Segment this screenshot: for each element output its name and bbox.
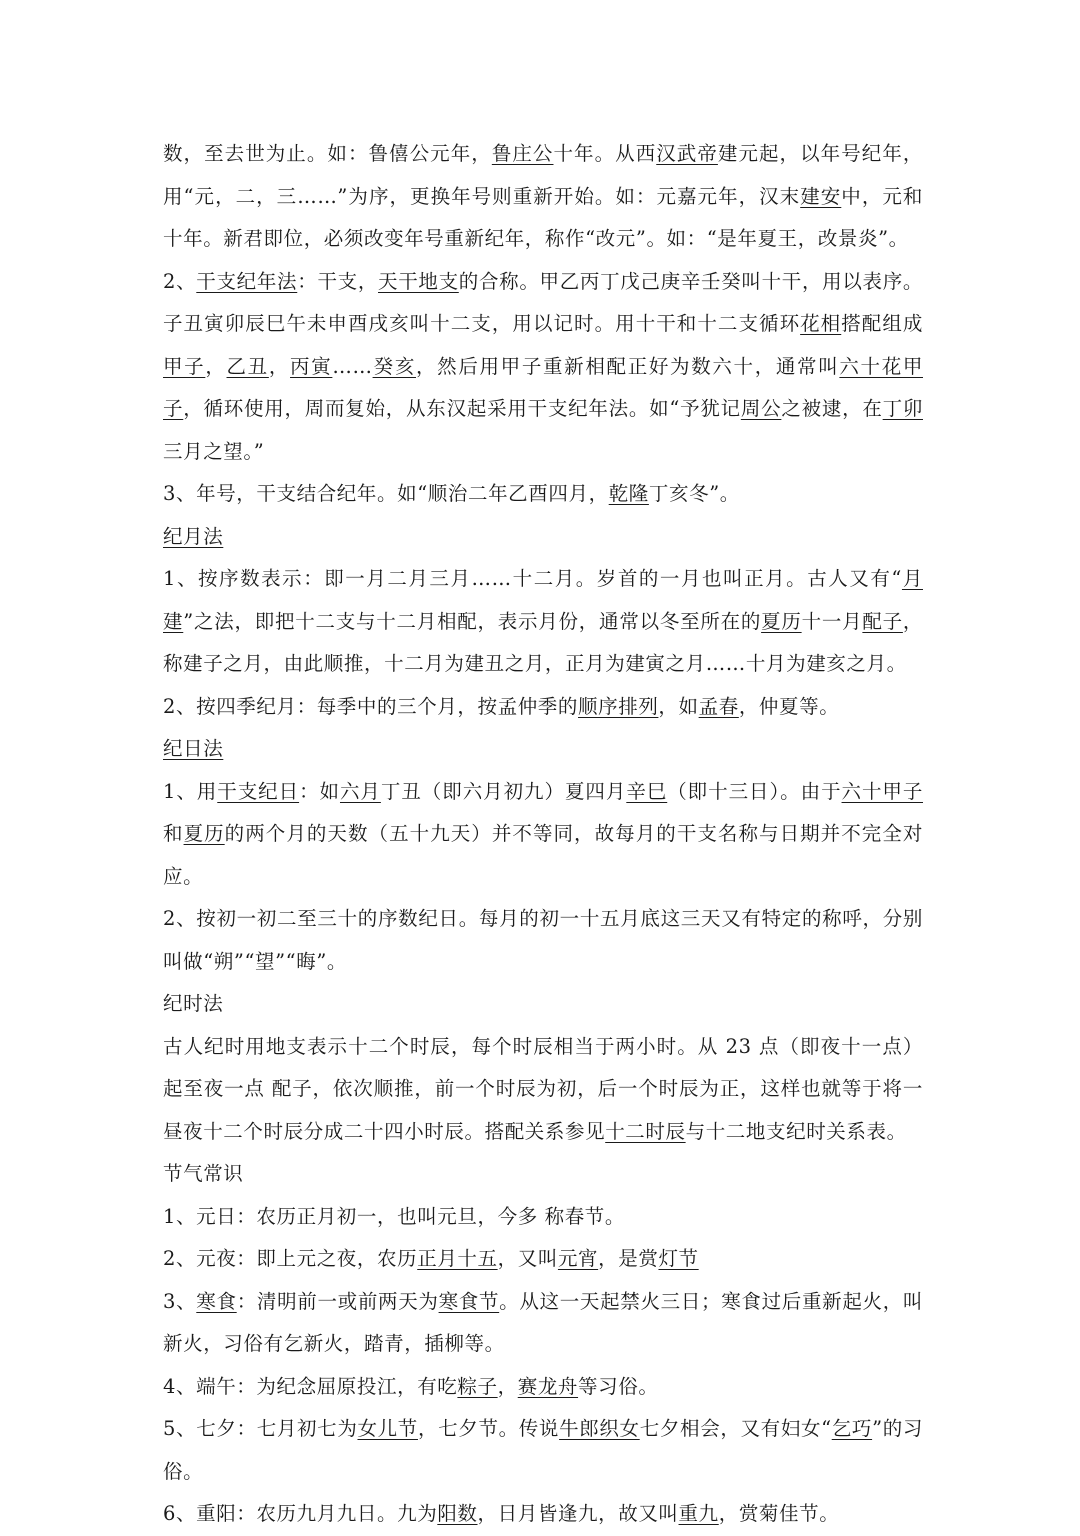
- text-run: ：如: [299, 779, 340, 803]
- text-run: 建元起，以年号纪年，用“元，二，三……”为序，更换年号则重新开始。如：元嘉元年，汉末: [163, 142, 923, 208]
- text-run: 。从这一天起禁火三日；寒食过后重新起火，叫新火，习俗有乞新火，踏青，插柳等。: [163, 1289, 924, 1355]
- text-run: ，: [205, 354, 227, 378]
- paragraph: [163, 133, 923, 261]
- text-run: ”的习俗。: [163, 1417, 923, 1483]
- text-run: ：干支，: [297, 269, 379, 293]
- underlined-term: 甲子: [163, 354, 206, 378]
- section-heading: [163, 516, 923, 559]
- underlined-term: 灯节: [658, 1247, 699, 1270]
- text-run: 丁亥冬”。: [648, 482, 740, 505]
- text-run: 3、年号，干支结合纪年。如“顺治二年乙酉四月，: [163, 482, 609, 505]
- underlined-term: 丙寅: [290, 354, 333, 378]
- underlined-term: 寒食: [196, 1289, 237, 1313]
- text-run: 2、: [163, 269, 197, 293]
- text-run: 的合称。甲乙丙丁戊己庚辛壬癸叫十干，用以表序。子丑寅卯辰巳午未申酉戌亥叫十二支，用以记时。用十干和十二支循环: [163, 269, 924, 335]
- underlined-term: 粽子: [457, 1374, 498, 1398]
- paragraph: [163, 1493, 923, 1536]
- text-run: 1、用: [163, 779, 218, 803]
- text-run: 2、元夜：即上元之夜，农历: [163, 1247, 418, 1270]
- text-run: 6、重阳：农历九月九日。九为: [163, 1502, 438, 1525]
- underlined-term: 女儿节: [357, 1417, 418, 1440]
- text-run: 节气常识: [163, 1162, 244, 1185]
- underlined-term: 寒食节: [438, 1289, 500, 1313]
- text-run: 4、端午：为纪念屈原投江，有吃: [163, 1374, 458, 1398]
- underlined-term: 建安: [800, 184, 842, 208]
- paragraph: [163, 1238, 923, 1281]
- section-heading: [163, 728, 923, 771]
- underlined-term: 乞巧: [831, 1417, 873, 1440]
- text-run: 1、元日：农历正月初一，也叫元旦，今多 称春节。: [163, 1204, 626, 1228]
- underlined-term: 顺序排列: [578, 694, 659, 718]
- underlined-term: 辛巳: [626, 779, 668, 803]
- underlined-term: 十二时辰: [605, 1119, 686, 1143]
- text-run: ，: [497, 1374, 518, 1398]
- underlined-term: 汉武帝: [656, 142, 718, 165]
- underlined-term: 周公: [740, 397, 782, 420]
- text-run: 和: [163, 822, 184, 845]
- underlined-term: 纪月法: [163, 524, 224, 548]
- underlined-term: 乙丑: [226, 354, 269, 378]
- text-run: ，又叫: [497, 1247, 558, 1270]
- paragraph: [163, 686, 923, 729]
- underlined-term: 花相: [800, 312, 842, 335]
- underlined-term: 牛郎织女: [559, 1417, 640, 1440]
- underlined-term: 六月: [339, 779, 381, 803]
- text-run: 等习俗。: [578, 1374, 659, 1398]
- text-run: ，是赏: [598, 1247, 659, 1270]
- text-run: ：清明前一或前两天为: [236, 1289, 439, 1313]
- text-run: ，: [268, 354, 291, 378]
- underlined-term: 夏历: [183, 822, 225, 845]
- text-run: 2、按初一初二至三十的序数纪日。每月的初一十五月底这三天又有特定的称呼，分别叫做“朔”“望”“晦”。: [163, 907, 923, 973]
- text-run: ，如: [658, 694, 699, 718]
- paragraph: [163, 1196, 923, 1239]
- text-run: 七夕相会，又有妇女“: [639, 1417, 832, 1440]
- underlined-term: 孟春: [698, 694, 739, 718]
- text-run: ，七夕节。传说: [417, 1417, 560, 1440]
- underlined-term: 配子: [862, 609, 903, 633]
- underlined-term: 干支纪年法: [196, 269, 298, 293]
- text-run: ，循环使用，周而复始，从东汉起采用干支纪年法。如“予犹记: [183, 397, 741, 420]
- paragraph: [163, 771, 923, 899]
- paragraph: [163, 898, 923, 983]
- paragraph: [163, 1408, 923, 1493]
- underlined-term: 重九: [678, 1502, 719, 1525]
- text-run: 十年。从西: [553, 142, 657, 165]
- text-run: 搭配组成: [841, 312, 923, 335]
- underlined-term: 纪日法: [163, 737, 224, 760]
- text-run: 1、按序数表示：即一月二月三月……十二月。岁首的一月也叫正月。古人又有“: [163, 567, 902, 590]
- paragraph: [163, 1026, 923, 1154]
- section-heading: [163, 1153, 923, 1196]
- underlined-term: 阳数: [437, 1502, 478, 1525]
- underlined-term: 赛龙舟: [517, 1374, 579, 1398]
- paragraph: [163, 1281, 923, 1366]
- text-run: 数，至去世为止。如：鲁僖公元年，: [163, 142, 492, 165]
- underlined-term: 丁卯: [882, 397, 923, 420]
- document-body: [163, 133, 923, 1536]
- text-run: 古人纪时用地支表示十二个时辰，每个时辰相当于两小时。从 23 点（即夜十一点）起至夜一点 配子，依次顺推，前一个时辰为初，后一个时辰为正，这样也就等于将一昼夜十二个时辰分成二十四小时辰。搭配关系参见: [163, 1034, 923, 1143]
- underlined-term: 乾隆: [608, 482, 649, 505]
- text-run: ，然后用甲子重新相配正好为数六十，通常叫: [416, 354, 840, 378]
- text-run: ，日月皆逢九，故又叫: [477, 1502, 679, 1525]
- text-run: ……: [332, 354, 373, 378]
- underlined-term: 正月十五: [417, 1247, 498, 1270]
- paragraph: [163, 261, 923, 474]
- text-run: 之被逮，在: [781, 397, 883, 420]
- paragraph: [163, 1366, 923, 1409]
- underlined-term: 干支纪日: [217, 779, 300, 803]
- text-run: ，仲夏等。: [738, 694, 840, 718]
- text-run: 5、七夕：七月初七为: [163, 1417, 358, 1440]
- text-run: ，赏菊佳节。: [718, 1502, 840, 1525]
- underlined-term: 夏历: [761, 609, 802, 633]
- underlined-term: 元宵: [557, 1247, 599, 1270]
- underlined-term: 癸亥: [372, 354, 416, 378]
- text-run: 2、按四季纪月：每季中的三个月，按孟仲季的: [163, 694, 579, 718]
- text-run: （即十三日）。由于: [667, 779, 842, 803]
- section-heading: [163, 983, 923, 1026]
- text-run: 与十二地支纪时关系表。: [685, 1119, 907, 1143]
- text-run: 3、: [163, 1289, 197, 1313]
- text-run: ，称建子之月，由此顺推，十二月为建丑之月，正月为建寅之月……十月为建亥之月。: [163, 609, 923, 675]
- text-run: 中，元和十年。新君即位，必须改变年号重新纪年，称作“改元”。如：“是年夏王，改景炎”。: [163, 184, 924, 250]
- text-run: 三月之望。”: [163, 439, 265, 463]
- underlined-term: 天干地支: [378, 269, 459, 293]
- underlined-term: 六十甲子: [841, 779, 923, 803]
- text-run: 十一月: [801, 609, 863, 633]
- text-run: ”之法，即把十二支与十二月相配，表示月份，通常以冬至所在的: [183, 609, 762, 633]
- underlined-term: 六十花甲子: [163, 354, 923, 420]
- underlined-term: 月建: [163, 567, 923, 633]
- paragraph: [163, 473, 923, 516]
- underlined-term: 鲁庄公: [491, 142, 554, 165]
- text-run: 的两个月的天数（五十九天）并不等同，故每月的干支名称与日期并不完全对应。: [163, 822, 923, 888]
- text-run: 纪时法: [163, 992, 224, 1015]
- text-run: 丁丑（即六月初九）夏四月: [380, 779, 627, 803]
- paragraph: [163, 558, 923, 686]
